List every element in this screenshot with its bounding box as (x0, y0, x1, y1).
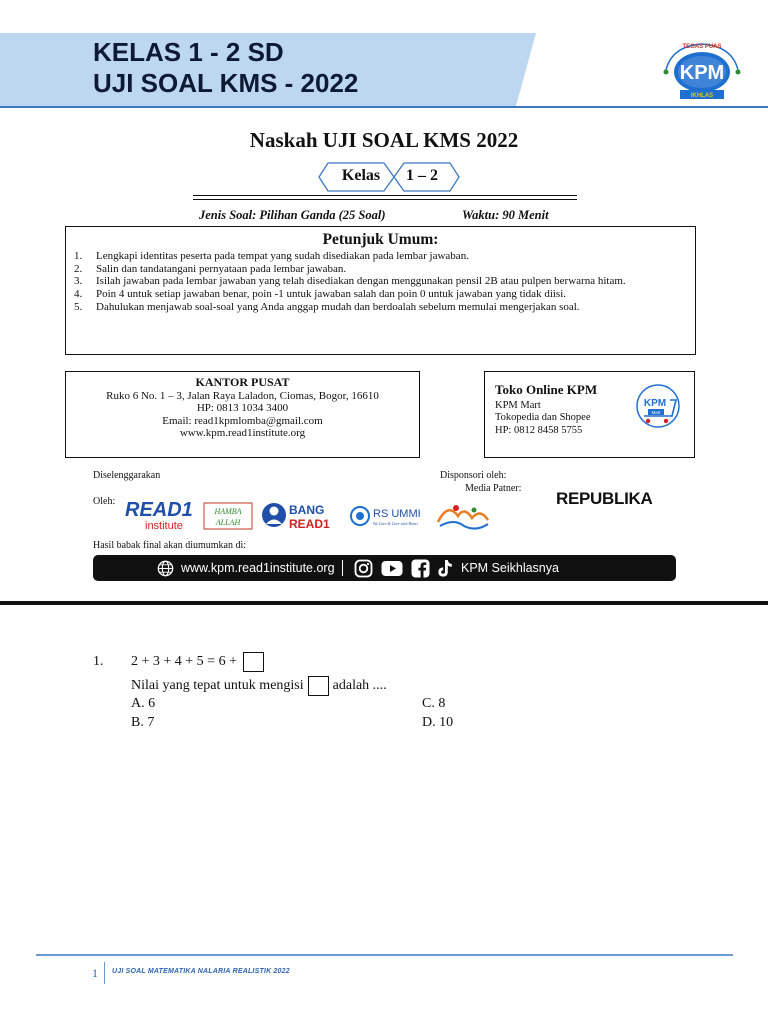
instagram-icon[interactable] (354, 555, 373, 581)
footer-text: UJI SOAL MATEMATIKA NALARIA REALISTIK 2022 (112, 968, 290, 975)
kpm-logo-top-text: TEGAS PUAS (682, 44, 722, 50)
toko-line-1: KPM Mart (495, 399, 541, 411)
website-link[interactable]: www.kpm.read1institute.org (181, 561, 335, 575)
option-d[interactable]: D. 10 (422, 715, 454, 730)
question-expression (131, 652, 264, 672)
disponsori-label: Disponsori oleh: (440, 470, 507, 481)
petunjuk-list (74, 250, 687, 314)
diselenggarakan-label: Diselenggarakan (93, 470, 161, 481)
hamba-logo-line-1: HAMBA (214, 507, 242, 516)
petunjuk-text: Lengkapi identitas peserta pada tempat yang sudah disediakan pada lembar jawaban. (96, 250, 469, 262)
read1-institute-logo (123, 496, 199, 532)
kelas-label: Kelas (341, 167, 381, 184)
petunjuk-num: 1. (74, 250, 83, 262)
toko-line-3: HP: 0812 8458 5755 (495, 424, 583, 436)
option-b[interactable]: B. 7 (131, 715, 155, 730)
facebook-icon[interactable] (411, 555, 430, 581)
header-title (93, 37, 358, 99)
toko-title: Toko Online KPM (495, 382, 598, 397)
tiktok-icon[interactable] (436, 555, 453, 581)
kantor-address: Ruko 6 No. 1 – 3, Jalan Raya Laladon, Ciomas, Bogor, 16610 (106, 389, 379, 402)
bang-read1-logo (261, 497, 341, 533)
answer-blank-box (243, 652, 264, 672)
petunjuk-title: Petunjuk Umum: (322, 231, 439, 248)
option-a[interactable]: A. 6 (131, 696, 156, 711)
media-partner-logo (434, 498, 492, 534)
rs-ummi-logo (350, 502, 428, 530)
question-number: 1. (93, 654, 104, 669)
question-expression-text: 2 + 3 + 4 + 5 = 6 + (131, 654, 237, 669)
rs-ummi-logo-sub: We Care & Cure with Heart (373, 521, 418, 526)
youtube-icon[interactable] (381, 555, 403, 581)
footer-rule (36, 954, 733, 956)
read1-logo-sub: institute (145, 520, 183, 532)
read1-logo-text: READ1 (125, 499, 193, 521)
footer-separator (104, 962, 105, 984)
petunjuk-num: 2. (74, 262, 83, 275)
kpm-mart-logo-sub: Mart (651, 410, 661, 415)
bang-logo-line-1: BANG (289, 503, 325, 517)
hasil-label: Hasil babak final akan diumumkan di: (93, 540, 247, 551)
question-text (131, 676, 387, 696)
petunjuk-item (74, 263, 687, 276)
jenis-soal: Jenis Soal: Pilihan Ganda (25 Soal) (199, 208, 386, 222)
header-line-1: KELAS 1 - 2 SD (93, 37, 284, 67)
petunjuk-item (74, 288, 687, 301)
petunjuk-item (74, 301, 687, 314)
toko-online-box (484, 371, 695, 458)
kantor-web: www.kpm.read1institute.org (179, 427, 306, 439)
kantor-pusat-box (65, 371, 420, 458)
kelas-badge (318, 162, 460, 192)
kantor-phone: HP: 0813 1034 3400 (196, 402, 289, 414)
section-divider (0, 601, 768, 605)
kantor-email: Email: read1kpmlomba@gmail.com (162, 414, 323, 427)
kpm-mart-logo-text: KPM (643, 398, 667, 409)
petunjuk-item (74, 275, 687, 288)
hamba-logo-line-2: ALLAH (215, 518, 241, 527)
oleh-label: Oleh: (93, 496, 116, 507)
header-divider (0, 106, 768, 108)
waktu: Waktu: 90 Menit (462, 208, 549, 222)
rs-ummi-logo-text: RS UMMI (373, 508, 421, 520)
globe-icon (157, 555, 174, 581)
kelas-value: 1 – 2 (406, 167, 438, 184)
header-line-2: UJI SOAL KMS - 2022 (93, 68, 359, 98)
republika-logo: REPUBLIKA (556, 489, 653, 508)
kantor-title: KANTOR PUSAT (195, 375, 290, 389)
petunjuk-text: Salin dan tandatangani pernyataan pada lembar jawaban. (96, 262, 347, 275)
page-number: 1 (92, 966, 98, 980)
social-bar (93, 555, 676, 581)
social-separator (342, 560, 343, 576)
kpm-logo (660, 38, 744, 104)
social-handle[interactable]: KPM Seikhlasnya (461, 561, 559, 575)
question-text-after: adalah .... (332, 678, 387, 693)
toko-line-2: Tokopedia dan Shopee (495, 412, 591, 423)
hamba-allah-logo (203, 502, 253, 530)
petunjuk-num: 3. (74, 275, 83, 288)
media-partner-label: Media Patner: (465, 483, 522, 494)
petunjuk-item (74, 250, 687, 263)
option-c[interactable]: C. 8 (422, 696, 446, 711)
kpm-mart-logo (632, 382, 690, 430)
kpm-logo-text: KPM (679, 62, 725, 84)
petunjuk-text: Dahulukan menjawab soal-soal yang Anda anggap mudah dan berdoalah sebelum memulai mengerjakan soal. (96, 300, 580, 313)
petunjuk-box (65, 226, 696, 355)
kpm-logo-bottom-text: IKHLAS (690, 93, 714, 99)
question-text-before: Nilai yang tepat untuk mengisi (131, 678, 304, 693)
petunjuk-num: 5. (74, 300, 83, 313)
document-title: Naskah UJI SOAL KMS 2022 (249, 128, 519, 152)
petunjuk-text: Poin 4 untuk setiap jawaban benar, poin -1 untuk jawaban salah dan poin 0 untuk jawaban yang tidak diisi. (96, 288, 567, 301)
inline-blank-box (308, 676, 329, 696)
petunjuk-text: Isilah jawaban pada lembar jawaban yang telah disediakan dengan menggunakan pensil 2B atau pulpen berwarna hitam. (96, 275, 626, 288)
petunjuk-num: 4. (74, 288, 83, 301)
title-rule (193, 195, 577, 200)
bang-logo-line-2: READ1 (289, 517, 330, 531)
